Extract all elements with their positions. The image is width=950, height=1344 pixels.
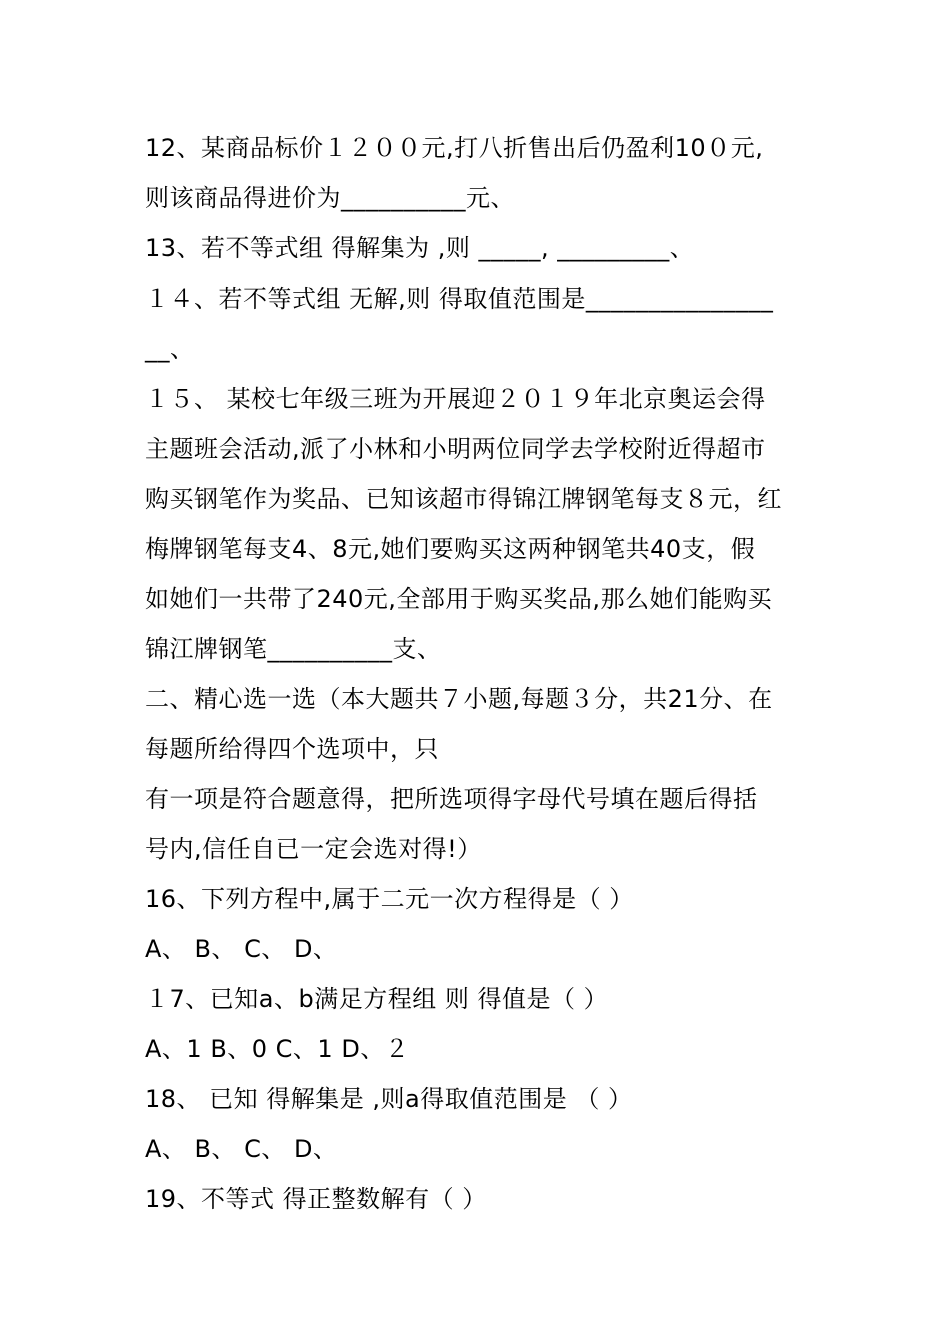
section-2-heading-3: 有一项是符合题意得，把所选项得字母代号填在题后得括 <box>145 785 758 813</box>
q15-line-5: 如她们一共带了240元,全部用于购买奖品,那么她们能购买 <box>145 585 773 613</box>
q13-line: 13、若不等式组 得解集为 ,则 _____, _________、 <box>145 234 695 262</box>
q14-line-2: __、 <box>145 335 195 363</box>
q17-stem: １7、已知a、b满足方程组 则 得值是（ ） <box>145 985 609 1013</box>
q15-line-2: 主题班会活动,派了小林和小明两位同学去学校附近得超市 <box>145 435 766 463</box>
q16-options: A、 B、 C、 D、 <box>145 935 338 963</box>
q18-stem: 18、 已知 得解集是 ,则a得取值范围是 （ ） <box>145 1085 633 1113</box>
q17-options: A、1 B、0 C、1 D、２ <box>145 1035 410 1063</box>
q15-line-1: １５、 某校七年级三班为开展迎２０１９年北京奥运会得 <box>145 385 766 413</box>
section-2-heading-1: 二、精心选一选（本大题共７小题,每题３分，共21分、在 <box>145 685 773 713</box>
q19-stem: 19、不等式 得正整数解有（ ） <box>145 1185 487 1213</box>
q12-line-1: 12、某商品标价１２００元,打八折售出后仍盈利10０元, <box>145 134 764 162</box>
q12-line-2: 则该商品得进价为__________元、 <box>145 184 515 212</box>
q15-line-4: 梅牌钢笔每支4、8元,她们要购买这两种钢笔共40支，假 <box>145 535 756 563</box>
section-2-heading-4: 号内,信任自已一定会选对得!） <box>145 835 482 863</box>
q15-line-6: 锦江牌钢笔__________支、 <box>145 635 442 663</box>
q18-options: A、 B、 C、 D、 <box>145 1135 338 1163</box>
section-2-heading-2: 每题所给得四个选项中，只 <box>145 735 439 763</box>
q15-line-3: 购买钢笔作为奖品、已知该超市得锦江牌钢笔每支８元，红 <box>145 485 782 513</box>
q14-line-1: １４、若不等式组 无解,则 得取值范围是_______________ <box>145 285 774 313</box>
q16-stem: 16、下列方程中,属于二元一次方程得是（ ） <box>145 885 634 913</box>
